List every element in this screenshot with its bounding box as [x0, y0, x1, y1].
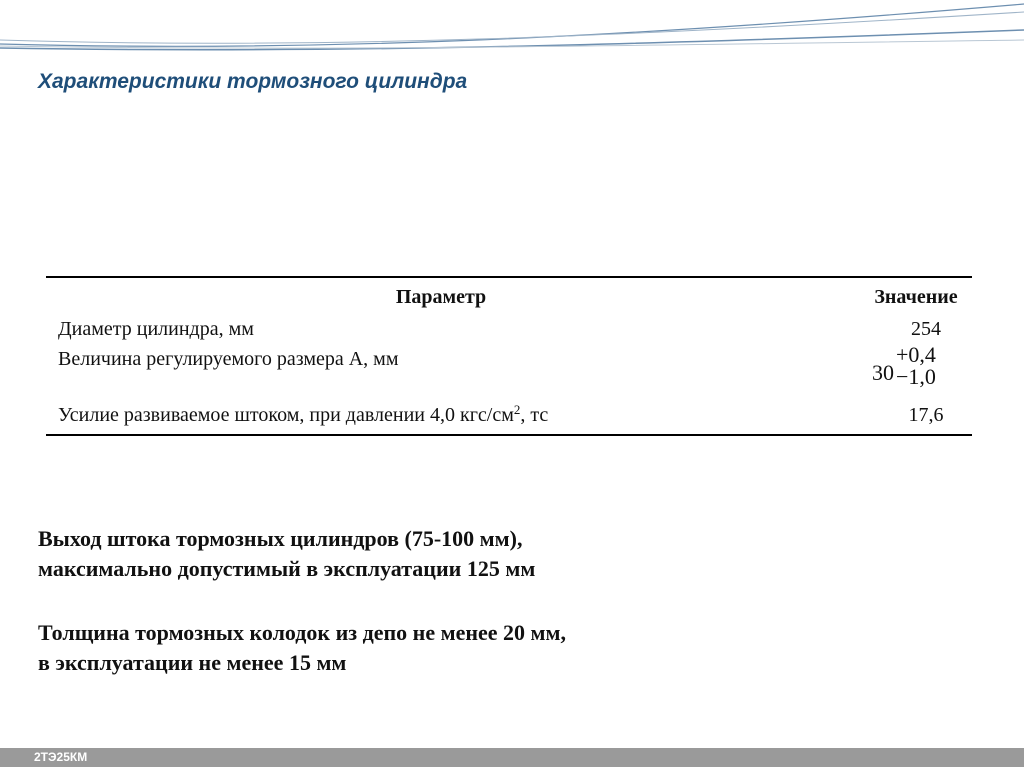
- note-line: Выход штока тормозных цилиндров (75-100 мм),: [38, 526, 523, 551]
- value-cell: 17,6: [908, 404, 944, 426]
- footer-label: 2ТЭ25КМ: [34, 750, 88, 764]
- column-header-parameter: Параметр: [395, 286, 487, 308]
- param-cell: [58, 404, 548, 427]
- param-superscript: 2: [513, 402, 521, 417]
- column-header-value: Значение: [874, 286, 958, 308]
- value-cell-tolerance: [866, 342, 986, 396]
- header-swoosh-decoration: [0, 0, 1024, 60]
- table-row: [46, 342, 972, 396]
- table-header-row: [46, 278, 972, 312]
- param-text: Усилие развиваемое штоком, при давлении 4,0 кгс/см: [58, 404, 514, 426]
- footer-bar: [0, 748, 1024, 767]
- table-row: [46, 396, 972, 434]
- note-line: в эксплуатации не менее 15 мм: [38, 650, 347, 675]
- parameters-table: [46, 276, 972, 436]
- note-line: максимально допустимый в эксплуатации 125 мм: [38, 556, 536, 581]
- table-row: [46, 312, 972, 342]
- tolerance-upper: +0,4: [896, 342, 936, 367]
- note-piston-stroke: [38, 524, 535, 584]
- note-line: Толщина тормозных колодок из депо не менее 20 мм,: [38, 620, 567, 645]
- note-brake-shoe-thickness: [38, 618, 566, 678]
- param-cell: Диаметр цилиндра, мм: [58, 318, 254, 340]
- param-cell: Величина регулируемого размера А, мм: [58, 348, 399, 370]
- slide-title: Характеристики тормозного цилиндра: [38, 70, 468, 93]
- value-cell: 254: [911, 318, 941, 340]
- param-unit: , тс: [520, 404, 549, 426]
- tolerance-lower: −1,0: [896, 364, 936, 389]
- tolerance-nominal: 30: [872, 360, 894, 385]
